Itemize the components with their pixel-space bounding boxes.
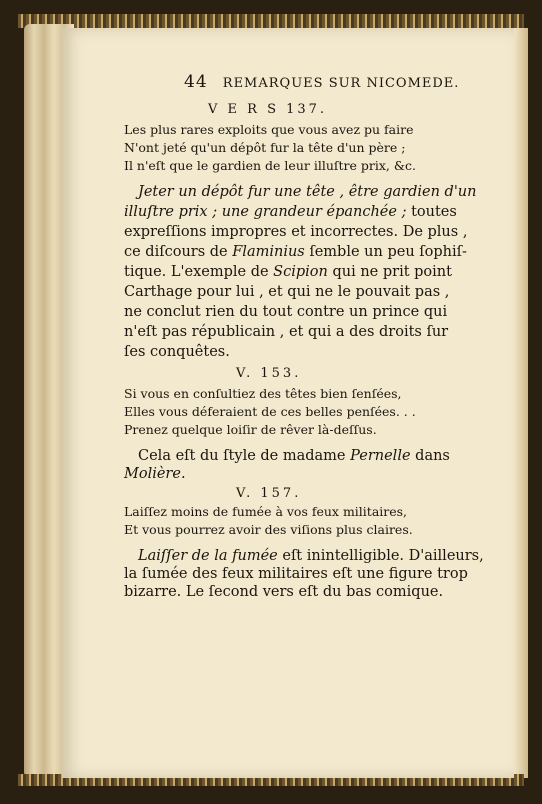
commentary-line <box>138 548 484 564</box>
verse-heading: V E R S 137. <box>208 102 328 117</box>
running-head <box>184 72 524 92</box>
verse-line: Prenez quelque loiſir de rêver là-deſſus. <box>124 422 377 437</box>
commentary-line: n'eſt pas républicain , et qui a des droits ſur <box>124 324 449 340</box>
commentary-line <box>124 264 452 280</box>
running-title: REMARQUES SUR NICOMEDE. <box>222 76 460 91</box>
commentary-text: tique. L'exemple de <box>124 264 274 280</box>
commentary-line <box>138 448 450 464</box>
commentary-line: bizarre. Le ſecond vers eſt du bas comique. <box>124 584 444 600</box>
commentary-italic: Laiſſer de la fumée <box>138 548 278 564</box>
commentary-line: la ſumée des feux militaires eſt une figure trop <box>124 566 468 582</box>
commentary-line: Molière. <box>124 466 186 482</box>
verse-line: Il n'eſt que le gardien de leur illuſtre prix, &c. <box>124 158 416 173</box>
commentary-line: Carthage pour lui , et qui ne le pouvait pas , <box>124 284 450 300</box>
commentary-text: dans <box>410 448 450 464</box>
commentary-text: ce diſcours de <box>124 244 233 260</box>
verse-line: Elles vous déferaient de ces belles penſées. . . <box>124 404 416 419</box>
verse-line: Et vous pourrez avoir des viſions plus claires. <box>124 522 413 537</box>
commentary-text: eſt inintelligible. D'ailleurs, <box>277 548 484 564</box>
verse-line: N'ont jeté qu'un dépôt fur la tête d'un père ; <box>124 140 406 155</box>
book-binding-top <box>18 14 524 28</box>
commentary-text: ſemble un peu ſophiſ- <box>304 244 467 260</box>
commentary-line: ne conclut rien du tout contre un prince qui <box>124 304 448 320</box>
book-page <box>62 28 514 778</box>
commentary-italic: Flaminius <box>232 244 305 260</box>
commentary-line: ſes conquêtes. <box>124 344 230 360</box>
commentary-text: Cela eſt du ſtyle de madame <box>138 448 351 464</box>
verse-heading: V. 157. <box>236 486 302 501</box>
page-number: 44 <box>184 72 208 92</box>
commentary-text: toutes <box>406 204 457 220</box>
commentary-italic: Scipion <box>273 264 328 280</box>
commentary-line: Jeter un dépôt fur une tête , être gardien d'un <box>138 184 477 200</box>
commentary-line: expreſſions impropres et incorrectes. De plus , <box>124 224 468 240</box>
verse-heading: V. 153. <box>236 366 302 381</box>
commentary-line <box>124 244 467 260</box>
commentary-line <box>124 204 457 220</box>
verse-line: Laiſſez moins de fumée à vos feux militaires, <box>124 504 408 519</box>
commentary-italic: Pernelle <box>350 448 411 464</box>
verse-line: Les plus rares exploits que vous avez pu faire <box>124 122 414 137</box>
commentary-text: qui ne prit point <box>327 264 452 280</box>
commentary-italic: illuſtre prix ; une grandeur épanchée ; <box>124 204 407 220</box>
verse-line: Si vous en conſultiez des têtes bien ſenſées, <box>124 386 402 401</box>
